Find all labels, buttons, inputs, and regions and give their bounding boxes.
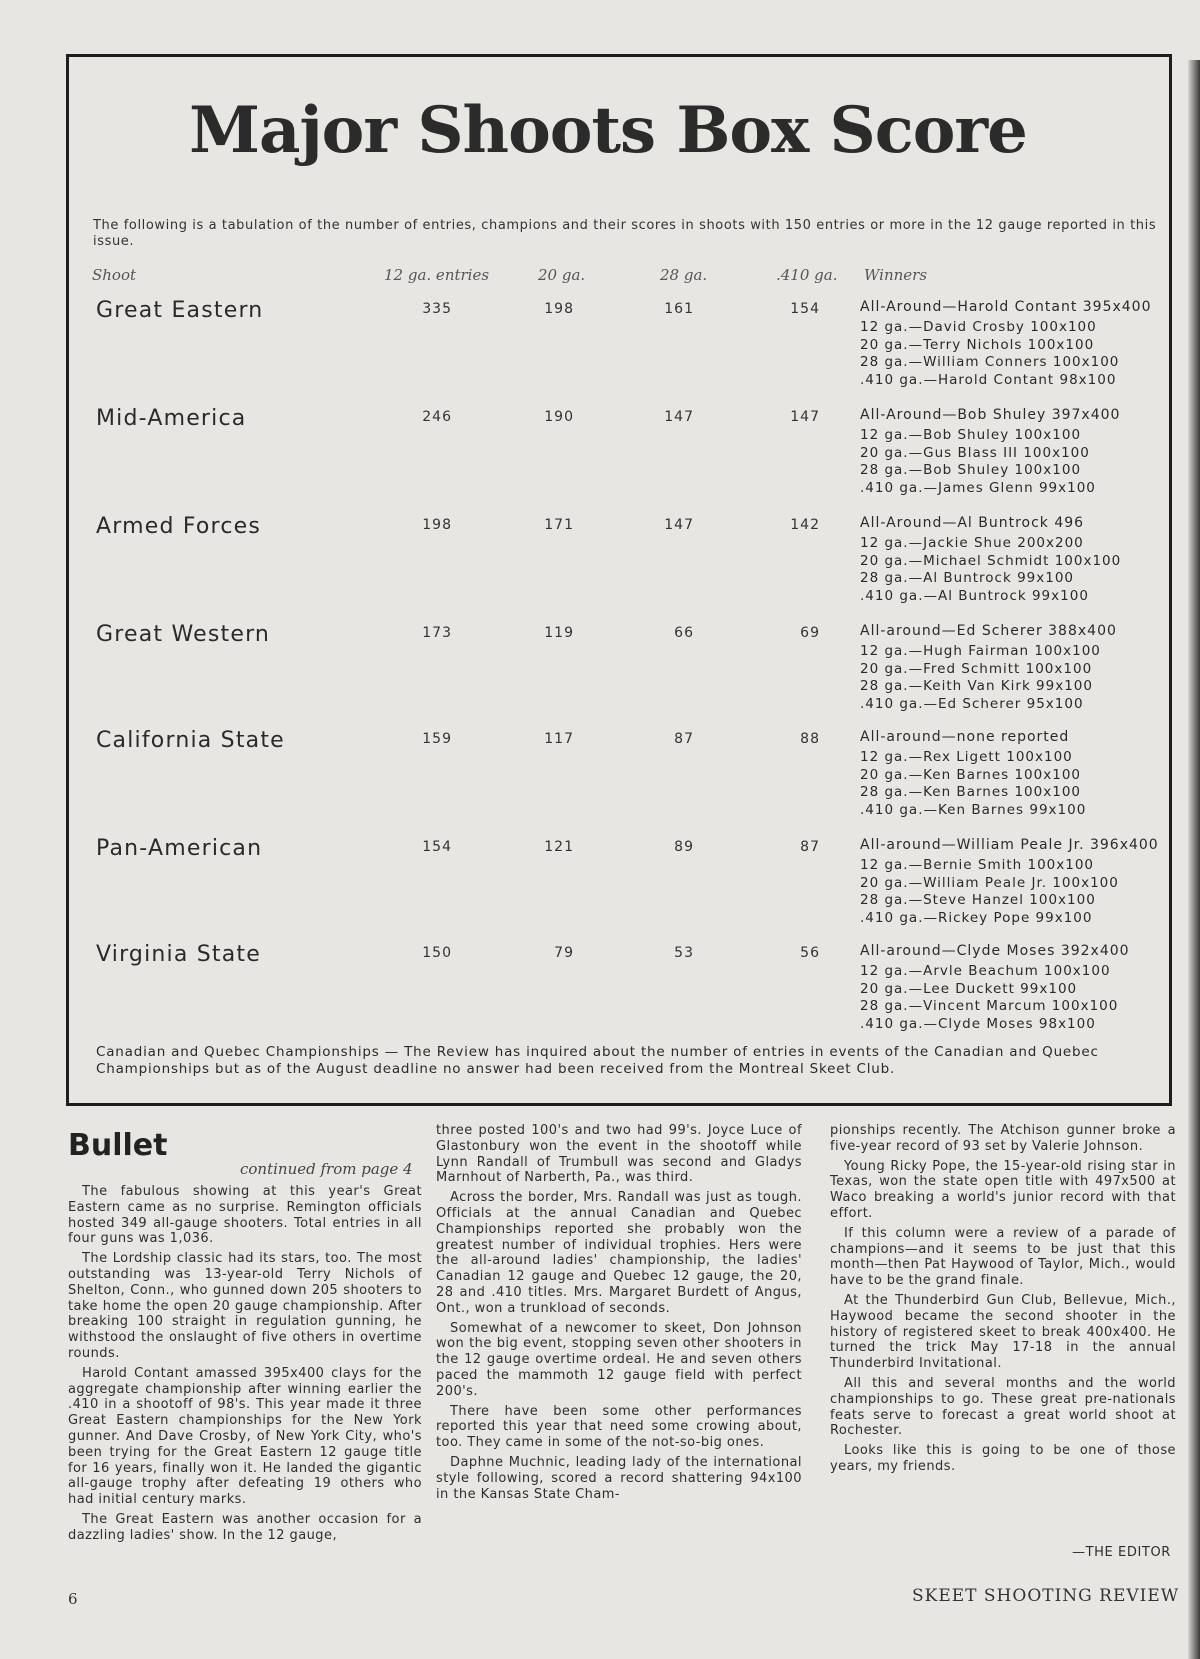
gauge-winner: 12 ga.—Arvle Beachum 100x100 xyxy=(860,963,1111,979)
page-title: Major Shoots Box Score xyxy=(189,93,1027,168)
article-paragraph: If this column were a review of a parade of champions—and it seems to be just that this month—then Pat Haywood of Taylor, Mich., would have to be the grand finale. xyxy=(830,1225,1176,1289)
all-around-winner: All-Around—Al Buntrock 496 xyxy=(860,515,1085,531)
page-number: 6 xyxy=(68,1590,78,1608)
article-paragraph: three posted 100's and two had 99's. Joyce Luce of Glastonbury won the event in the shootoff while Lynn Randall of Trumbull was second and Gladys Marnhout of Narberth, Pa., was third. xyxy=(436,1123,802,1186)
gauge-winner: .410 ga.—Harold Contant 98x100 xyxy=(860,371,1117,388)
gauge-winner: 28 ga.—Bob Shuley 100x100 xyxy=(860,462,1082,478)
entries-g410: 56 xyxy=(800,945,820,961)
entries-g20: 190 xyxy=(544,409,574,425)
entries-g20: 121 xyxy=(544,839,574,855)
all-around-winner: All-Around—Harold Contant 395x400 xyxy=(860,299,1152,315)
entries-g20: 119 xyxy=(544,625,574,641)
gauge-winner: 12 ga.—Bob Shuley 100x100 xyxy=(860,427,1082,443)
all-around-winner: All-around—none reported xyxy=(860,729,1070,745)
entries-g28: 66 xyxy=(674,625,694,641)
gauge-winner: .410 ga.—Rickey Pope 99x100 xyxy=(860,909,1093,926)
entries-g12: 159 xyxy=(422,731,452,747)
article-paragraph: The fabulous showing at this year's Great Eastern came as no surprise. Remington officials hosted 349 all-gauge shooters. Total entries in all four guns was 1,036. xyxy=(68,1184,422,1247)
article-paragraph: Somewhat of a newcomer to skeet, Don Johnson won the big event, stopping seven other shooters in the 12 gauge overtime ordeal. He and seven others paced the mammoth 12 gauge field with perfect 200's. xyxy=(436,1320,802,1399)
entries-g12: 246 xyxy=(422,409,452,425)
shoot-name: Pan-American xyxy=(96,836,263,861)
winners-list xyxy=(860,622,1180,713)
article-paragraph: Harold Contant amassed 395x400 clays for the aggregate championship after winning earlier the .410 in a shootoff of 98's. This year made it three Great Eastern championships for the New York gunner. And Dave Crosby, of New York City, who's been trying for the Great Eastern 12 gauge title for 16 years, finally won it. He landed the gigantic all-gauge trophy after defeating 19 others who had initial century marks. xyxy=(68,1365,422,1508)
entries-g410: 154 xyxy=(790,301,820,317)
all-around-winner: All-around—Clyde Moses 392x400 xyxy=(860,943,1130,959)
article-paragraph: There have been some other performances reported this year that need some crowing about, too. They came in some of the not-so-big ones. xyxy=(436,1403,802,1451)
winners-list xyxy=(860,836,1180,927)
header-12ga: 12 ga. entries xyxy=(384,266,490,284)
gauge-winner: 28 ga.—Ken Barnes 100x100 xyxy=(860,784,1081,800)
header-20ga: 20 ga. xyxy=(538,266,586,284)
header-28ga: 28 ga. xyxy=(660,266,708,284)
entries-g410: 88 xyxy=(800,731,820,747)
article-paragraph: Young Ricky Pope, the 15-year-old rising star in Texas, won the state open title with 497x500 at Waco breaking a world's junior record with that effort. xyxy=(830,1158,1176,1221)
winners-list xyxy=(860,942,1180,1033)
winners-list xyxy=(860,728,1180,819)
all-around-winner: All-around—William Peale Jr. 396x400 xyxy=(860,837,1159,853)
winners-list xyxy=(860,298,1180,389)
entries-g28: 161 xyxy=(664,301,694,317)
entries-g12: 335 xyxy=(422,301,452,317)
article-paragraph: Across the border, Mrs. Randall was just as tough. Officials at the annual Canadian and Quebec Championships reported she probably won the greatest number of individual trophies. Hers were the all-around ladies' championship, the ladies' Canadian 12 gauge and Quebec 12 gauge, the 20, 28 and .410 titles. Mrs. Margaret Burdett of Angus, Ont., won a trunkload of seconds. xyxy=(436,1190,802,1316)
intro-text: The following is a tabulation of the number of entries, champions and their scores in shoots with 150 entries or more in the 12 gauge reported in this issue. xyxy=(93,218,1157,249)
header-shoot: Shoot xyxy=(92,266,137,284)
entries-g410: 87 xyxy=(800,839,820,855)
entries-g12: 198 xyxy=(422,517,452,533)
gauge-winner: 12 ga.—Rex Ligett 100x100 xyxy=(860,749,1073,765)
footnote: Canadian and Quebec Championships — The Review has inquired about the number of entries in events of the Canadian and Quebec Championships but as of the August deadline no answer had been received from the Montreal Skeet Club. xyxy=(96,1044,1099,1077)
article-paragraph: The Great Eastern was another occasion for a dazzling ladies' show. In the 12 gauge, xyxy=(68,1511,422,1543)
article-paragraph: Looks like this is going to be one of those years, my friends. xyxy=(830,1443,1176,1474)
entries-g12: 150 xyxy=(422,945,452,961)
gauge-winner: 28 ga.—William Conners 100x100 xyxy=(860,354,1120,370)
header-410ga: .410 ga. xyxy=(776,266,838,284)
page-edge-shadow xyxy=(1188,60,1200,1659)
gauge-winner: 20 ga.—Fred Schmitt 100x100 xyxy=(860,660,1093,677)
article-paragraph: At the Thunderbird Gun Club, Bellevue, Mich., Haywood became the second shooter in the history of registered skeet to break 400x400. He turned the trick May 17-18 in the annual Thunderbird Invitational. xyxy=(830,1292,1176,1372)
gauge-winner: 20 ga.—Lee Duckett 99x100 xyxy=(860,980,1078,997)
gauge-winner: 12 ga.—Hugh Fairman 100x100 xyxy=(860,643,1101,659)
gauge-winner: .410 ga.—James Glenn 99x100 xyxy=(860,479,1096,496)
entries-g410: 142 xyxy=(790,517,820,533)
all-around-winner: All-Around—Bob Shuley 397x400 xyxy=(860,407,1121,423)
article-paragraph: pionships recently. The Atchison gunner broke a five-year record of 93 set by Valerie Johnson. xyxy=(830,1123,1176,1154)
article-column-1 xyxy=(68,1184,422,1548)
gauge-winner: 28 ga.—Vincent Marcum 100x100 xyxy=(860,998,1119,1014)
entries-g28: 89 xyxy=(674,839,694,855)
gauge-winner: 28 ga.—Keith Van Kirk 99x100 xyxy=(860,678,1093,694)
entries-g410: 147 xyxy=(790,409,820,425)
gauge-winner: .410 ga.—Ken Barnes 99x100 xyxy=(860,801,1087,818)
article-paragraph: The Lordship classic had its stars, too. The most outstanding was 13-year-old Terry Nichols of Shelton, Conn., who gunned down 205 shooters to take home the open 20 gauge championship. After breaking 100 straight in regulation gunning, he withstood the onslaught of five others in overtime rounds. xyxy=(68,1251,422,1361)
gauge-winner: 20 ga.—Michael Schmidt 100x100 xyxy=(860,552,1122,569)
article-column-2 xyxy=(436,1123,802,1506)
shoot-name: California State xyxy=(96,728,285,753)
magazine-name: SKEET SHOOTING REVIEW xyxy=(912,1586,1180,1606)
winners-list xyxy=(860,514,1180,605)
gauge-winner: 20 ga.—Ken Barnes 100x100 xyxy=(860,766,1081,783)
editor-signature: —THE EDITOR xyxy=(1072,1545,1171,1560)
entries-g28: 147 xyxy=(664,517,694,533)
gauge-winner: .410 ga.—Al Buntrock 99x100 xyxy=(860,587,1089,604)
gauge-winner: 28 ga.—Steve Hanzel 100x100 xyxy=(860,892,1096,908)
gauge-winner: 12 ga.—Bernie Smith 100x100 xyxy=(860,857,1095,873)
article-column-3 xyxy=(830,1123,1176,1479)
gauge-winner: .410 ga.—Ed Scherer 95x100 xyxy=(860,695,1084,712)
article-paragraph: Daphne Muchnic, leading lady of the international style following, scored a record shattering 94x100 in the Kansas State Cham- xyxy=(436,1454,802,1502)
shoot-name: Great Eastern xyxy=(96,298,264,323)
entries-g20: 79 xyxy=(554,945,574,961)
entries-g410: 69 xyxy=(800,625,820,641)
shoot-name: Virginia State xyxy=(96,942,261,967)
article-paragraph: All this and several months and the world championships to go. These great pre-nationals feats serve to forecast a great world shoot at Rochester. xyxy=(830,1375,1176,1439)
entries-g28: 53 xyxy=(674,945,694,961)
winners-list xyxy=(860,406,1180,497)
shoot-name: Great Western xyxy=(96,622,271,647)
shoot-name: Armed Forces xyxy=(96,514,262,539)
entries-g12: 154 xyxy=(422,839,452,855)
gauge-winner: .410 ga.—Clyde Moses 98x100 xyxy=(860,1015,1096,1032)
shoot-name: Mid-America xyxy=(96,406,247,431)
gauge-winner: 20 ga.—William Peale Jr. 100x100 xyxy=(860,874,1119,891)
all-around-winner: All-around—Ed Scherer 388x400 xyxy=(860,623,1117,639)
entries-g12: 173 xyxy=(422,625,452,641)
entries-g20: 117 xyxy=(544,731,574,747)
gauge-winner: 20 ga.—Gus Blass III 100x100 xyxy=(860,444,1090,461)
entries-g20: 171 xyxy=(544,517,574,533)
entries-g28: 147 xyxy=(664,409,694,425)
header-winners: Winners xyxy=(864,266,928,284)
continued-note: continued from page 4 xyxy=(240,1160,413,1178)
gauge-winner: 28 ga.—Al Buntrock 99x100 xyxy=(860,570,1075,586)
entries-g28: 87 xyxy=(674,731,694,747)
gauge-winner: 20 ga.—Terry Nichols 100x100 xyxy=(860,336,1095,353)
gauge-winner: 12 ga.—Jackie Shue 200x200 xyxy=(860,535,1084,551)
article-title: Bullet xyxy=(68,1128,168,1163)
gauge-winner: 12 ga.—David Crosby 100x100 xyxy=(860,319,1097,335)
entries-g20: 198 xyxy=(544,301,574,317)
